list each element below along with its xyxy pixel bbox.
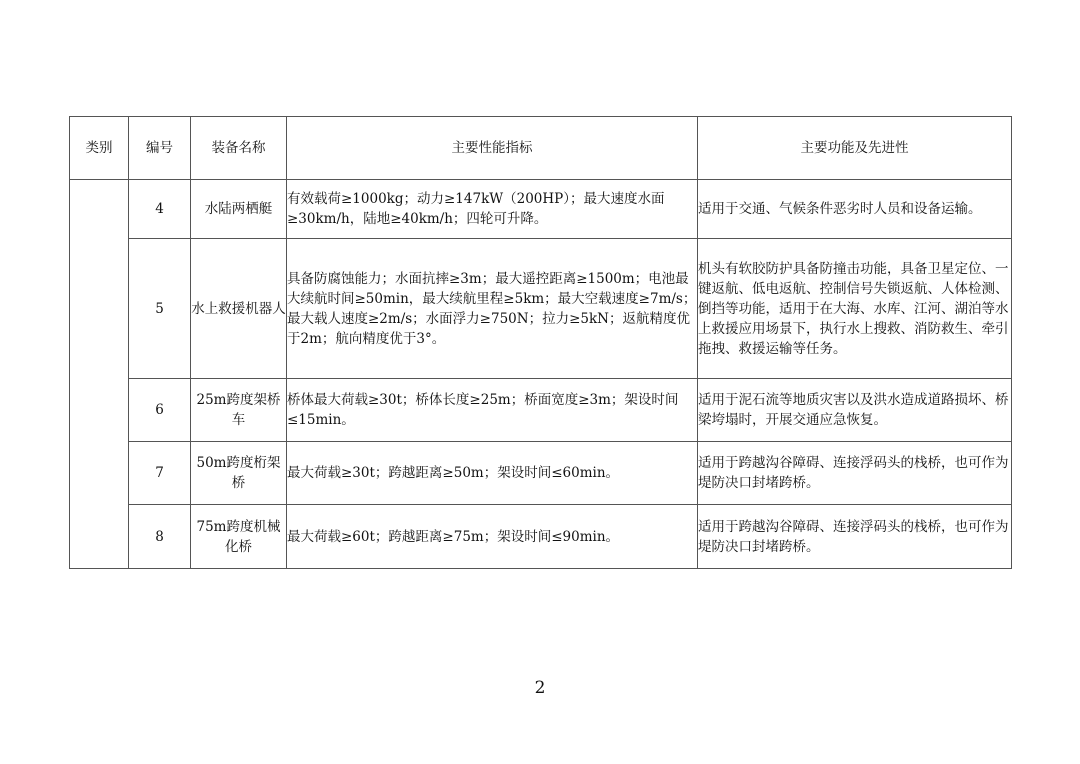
row-number: 4 — [129, 180, 191, 239]
row-equipment-name: 水上救援机器人 — [191, 239, 287, 379]
row-functions: 机头有软胶防护具备防撞击功能，具备卫星定位、一键返航、低电返航、控制信号失锁返航、人体检测、倒挡等功能，适用于在大海、水库、江河、湖泊等水上救援应用场景下，执行水上搜救、消防救生、牵引拖拽、救援运输等任务。 — [698, 239, 1012, 379]
table-header-row — [70, 117, 1012, 180]
row-specs: 桥体最大荷载≥30t；桥体长度≥25m；桥面宽度≥3m；架设时间≤15min。 — [287, 379, 698, 442]
row-equipment-name: 75m跨度机械化桥 — [191, 505, 287, 569]
row-specs: 有效载荷≥1000kg；动力≥147kW（200HP）；最大速度水面≥30km/h，陆地≥40km/h；四轮可升降。 — [287, 180, 698, 239]
row-equipment-name: 50m跨度桁架桥 — [191, 442, 287, 505]
row-functions: 适用于泥石流等地质灾害以及洪水造成道路损坏、桥梁垮塌时，开展交通应急恢复。 — [698, 379, 1012, 442]
category-cell — [70, 180, 129, 569]
page-number: 2 — [534, 678, 546, 698]
header-category: 类别 — [70, 117, 129, 180]
table-row — [70, 505, 1012, 569]
row-specs: 最大荷载≥30t；跨越距离≥50m；架设时间≤60min。 — [287, 442, 698, 505]
row-specs: 最大荷载≥60t；跨越距离≥75m；架设时间≤90min。 — [287, 505, 698, 569]
row-number: 7 — [129, 442, 191, 505]
row-number: 6 — [129, 379, 191, 442]
row-number: 5 — [129, 239, 191, 379]
table-row — [70, 442, 1012, 505]
header-functions: 主要功能及先进性 — [698, 117, 1012, 180]
table-row — [70, 379, 1012, 442]
row-number: 8 — [129, 505, 191, 569]
row-functions: 适用于交通、气候条件恶劣时人员和设备运输。 — [698, 180, 1012, 239]
header-number: 编号 — [129, 117, 191, 180]
table-row — [70, 180, 1012, 239]
row-specs: 具备防腐蚀能力；水面抗摔≥3m；最大遥控距离≥1500m；电池最大续航时间≥50min，最大续航里程≥5km；最大空载速度≥7m/s；最大载人速度≥2m/s；水面浮力≥750N；拉力≥5kN；返航精度优于2m；航向精度优于3°。 — [287, 239, 698, 379]
row-functions: 适用于跨越沟谷障碍、连接浮码头的栈桥，也可作为堤防决口封堵跨桥。 — [698, 505, 1012, 569]
equipment-table — [69, 116, 1012, 569]
row-functions: 适用于跨越沟谷障碍、连接浮码头的栈桥，也可作为堤防决口封堵跨桥。 — [698, 442, 1012, 505]
row-equipment-name: 25m跨度架桥车 — [191, 379, 287, 442]
row-equipment-name: 水陆两栖艇 — [191, 180, 287, 239]
header-performance-specs: 主要性能指标 — [287, 117, 698, 180]
header-equipment-name: 装备名称 — [191, 117, 287, 180]
table-row — [70, 239, 1012, 379]
